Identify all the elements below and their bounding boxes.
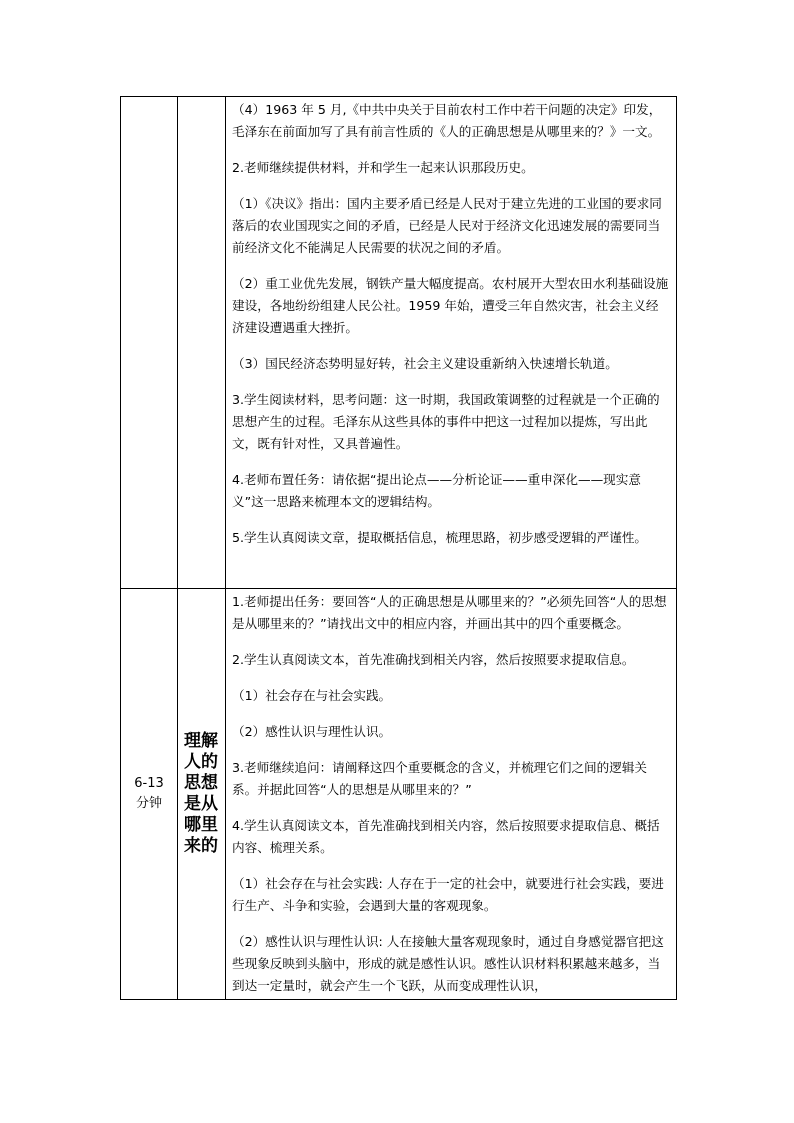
time-cell [121, 589, 177, 999]
paragraph: 2.学生认真阅读文本，首先准确找到相关内容，然后按照要求提取信息。 [232, 652, 635, 667]
paragraph: 4.老师布置任务：请依据“提出论点——分析论证——重申深化——现实意义”这一思路来梳理本文的逻辑结构。 [232, 472, 641, 509]
topic-cell [177, 97, 225, 588]
paragraph: （1）社会存在与社会实践: 人存在于一定的社会中，就要进行社会实践，要进行生产、斗争和实验，会遇到大量的客观现象。 [232, 876, 664, 913]
content-cell [225, 589, 676, 999]
paragraph: （2）感性认识与理性认识: 人在接触大量客观现象时，通过自身感觉器官把这些现象反映到头脑中，形成的就是感性认识。感性认识材料积累越来越多，当到达一定量时，就会产生一个飞跃，从而变成理性认识， [232, 934, 664, 993]
topic-cell [177, 589, 225, 999]
paragraph: 2.老师继续提供材料，并和学生一起来认识那段历史。 [232, 160, 534, 175]
paragraph: （2）感性认识与理性认识。 [232, 724, 392, 739]
paragraph: 3.老师继续追问：请阐释这四个重要概念的含义，并梳理它们之间的逻辑关系。并据此回答“人的思想是从哪里来的？” [232, 760, 648, 797]
lesson-plan-table [120, 96, 677, 1000]
paragraph: （3）国民经济态势明显好转，社会主义建设重新纳入快速增长轨道。 [232, 356, 618, 371]
paragraph: 5.学生认真阅读文章，提取概括信息，梳理思路，初步感受逻辑的严谨性。 [232, 530, 648, 545]
content-cell [225, 97, 676, 588]
table-row [121, 97, 676, 588]
topic-label: 理解人的思想是从哪里来的 [184, 731, 218, 856]
paragraph: 4.学生认真阅读文本，首先准确找到相关内容，然后按照要求提取信息、概括内容、梳理关系。 [232, 818, 660, 855]
table-row [121, 589, 676, 999]
paragraph: 3.学生阅读材料，思考问题：这一时期，我国政策调整的过程就是一个正确的思想产生的过程。毛泽东从这些具体的事件中把这一过程加以提炼，写出此文，既有针对性，又具普遍性。 [232, 392, 660, 451]
paragraph: （1）《决议》指出：国内主要矛盾已经是人民对于建立先进的工业国的要求同落后的农业国现实之间的矛盾，已经是人民对于经济文化迅速发展的需要同当前经济文化不能满足人民需要的状况之间的矛盾。 [232, 196, 662, 255]
paragraph: （4）1963 年 5 月,《中共中央关于目前农村工作中若干问题的决定》印发，毛泽东在前面加写了具有前言性质的《人的正确思想是从哪里来的？》一文。 [232, 102, 662, 139]
time-label: 6-13 分钟 [134, 776, 164, 811]
paragraph: （2）重工业优先发展，钢铁产量大幅度提高。农村展开大型农田水利基础设施建设，各地纷纷组建人民公社。1959 年始，遭受三年自然灾害，社会主义经济建设遭遇重大挫折。 [232, 276, 669, 335]
paragraph: （1）社会存在与社会实践。 [232, 688, 392, 703]
paragraph: 1.老师提出任务：要回答“人的正确思想是从哪里来的？”必须先回答“人的思想是从哪里来的？”请找出文中的相应内容，并画出其中的四个重要概念。 [232, 594, 667, 631]
time-cell [121, 97, 177, 588]
